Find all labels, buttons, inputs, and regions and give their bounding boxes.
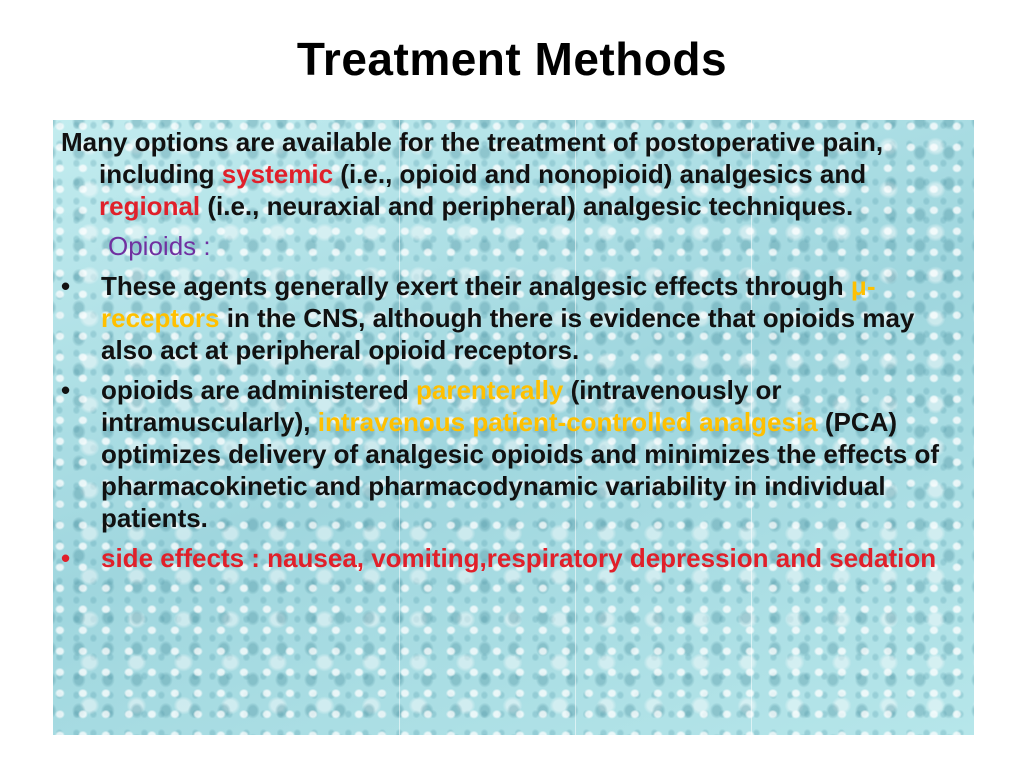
- bullet-item-receptors: [61, 270, 966, 366]
- slide-body: [61, 126, 966, 574]
- side-effects-text: side effects : nausea, vomiting,respiratory depression and sedation: [101, 543, 937, 573]
- pca-highlight: intravenous patient-controlled analgesia: [317, 407, 818, 437]
- bullet-dot-icon: •: [61, 271, 71, 301]
- intro-text: (i.e., opioid and nonopioid) analgesics and: [333, 159, 867, 189]
- intro-text: Many options are available for the treatment of postoperative pain, including: [61, 127, 884, 189]
- opioids-subheading: Opioids :: [108, 231, 211, 261]
- bullet-dot-icon: •: [61, 543, 71, 573]
- slide-title: Treatment Methods: [296, 33, 728, 85]
- bullet-text: These agents generally exert their analgesic effects through: [101, 271, 851, 301]
- bullet-dot-icon: •: [61, 375, 71, 405]
- mu-receptors-highlight: μ-receptors: [101, 271, 876, 333]
- bullet-text: (intravenously or intramuscularly),: [101, 375, 782, 437]
- bullet-text: in the CNS, although there is evidence that opioids may also act at peripheral opioid receptors.: [101, 303, 915, 365]
- bullet-item-side-effects: [61, 542, 966, 574]
- bullet-text: (PCA) optimizes delivery of analgesic opioids and minimizes the effects of pharmacokinetic and pharmacodynamic variability in individual patients.: [101, 407, 939, 533]
- bullet-text: opioids are administered: [101, 375, 416, 405]
- parenterally-highlight: parenterally: [415, 375, 564, 405]
- systemic-highlight: systemic: [221, 159, 334, 189]
- bullet-item-administration: [61, 374, 966, 534]
- intro-paragraph: [61, 126, 966, 222]
- regional-highlight: regional: [99, 191, 201, 221]
- intro-text: (i.e., neuraxial and peripheral) analgesic techniques.: [200, 191, 854, 221]
